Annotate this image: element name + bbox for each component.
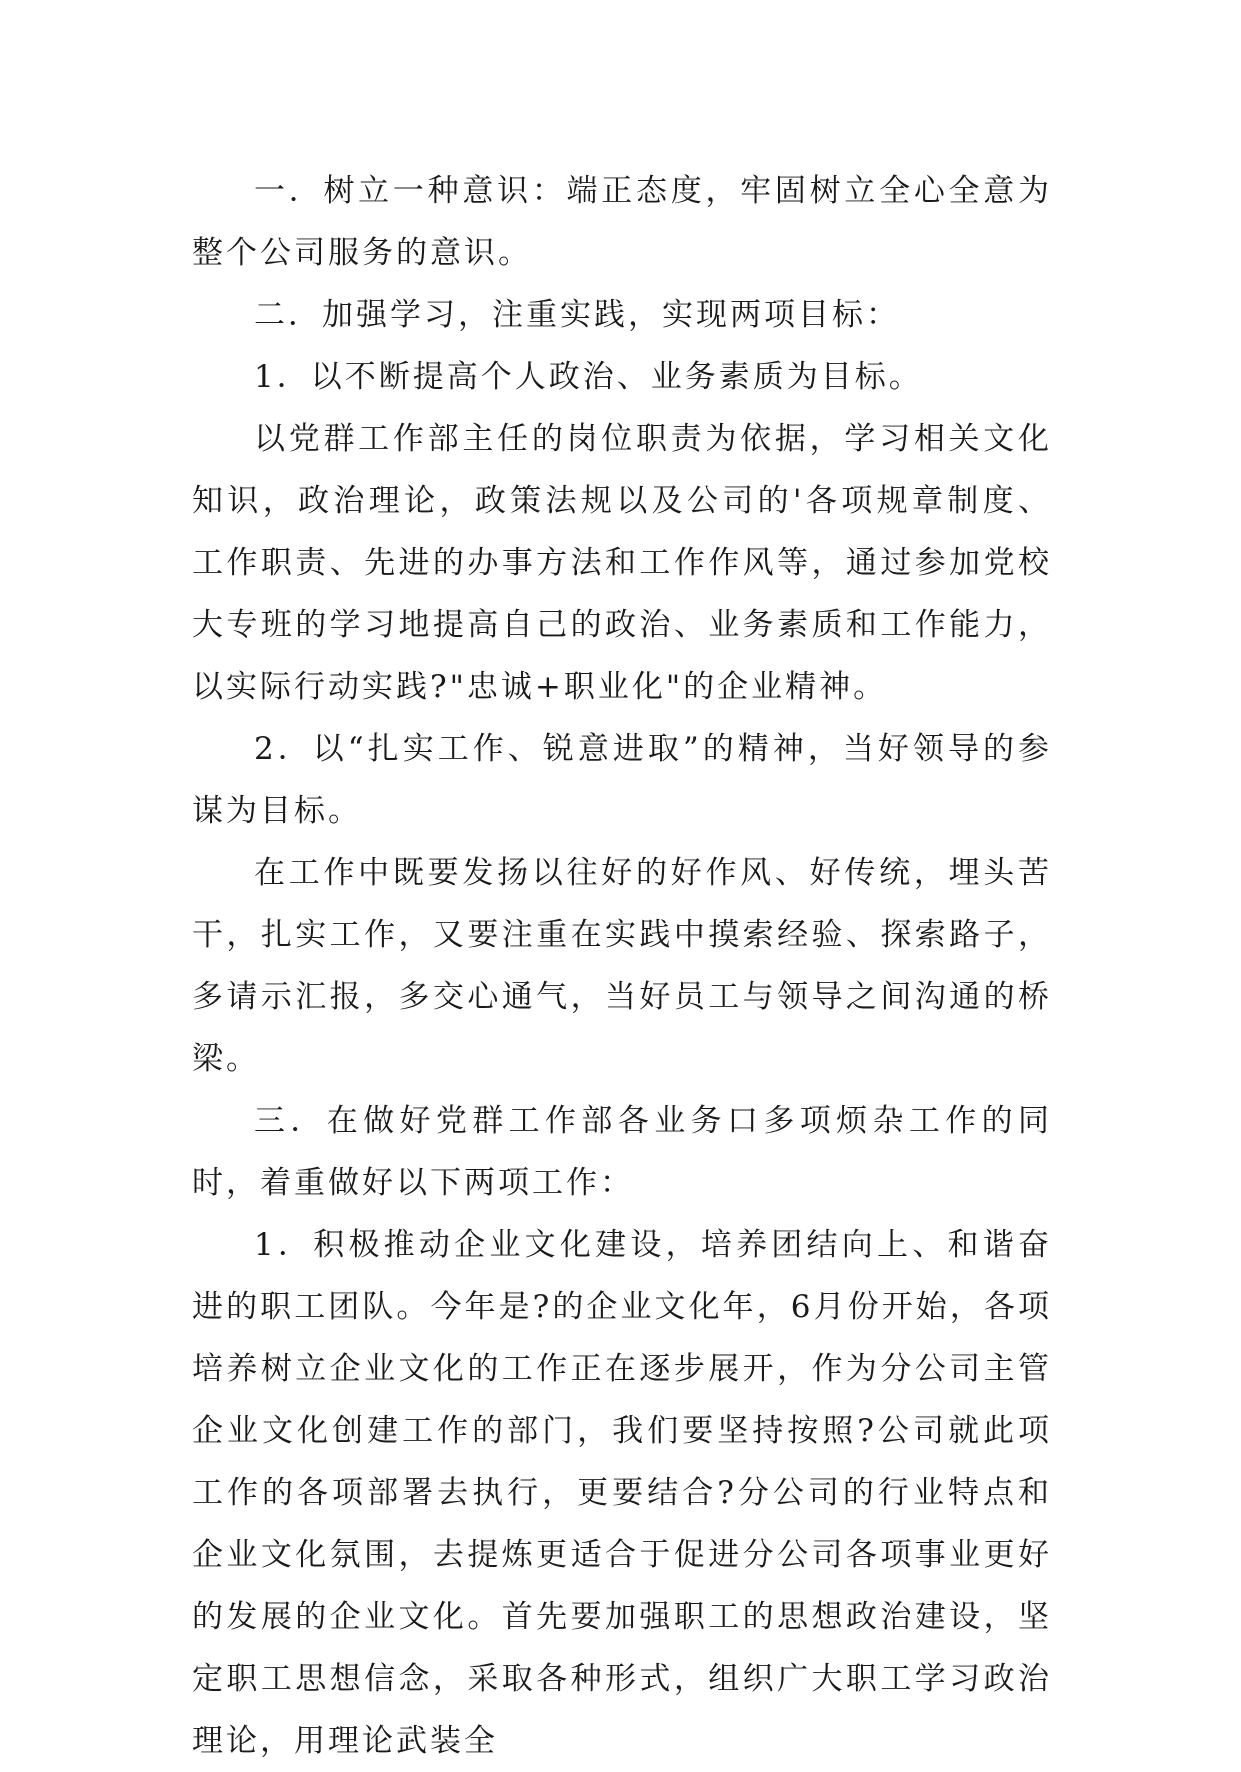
paragraph-work-1: 1．积极推动企业文化建设，培养团结向上、和谐奋进的职工团队。今年是?的企业文化年，6月份开始，各项培养树立企业文化的工作正在逐步展开，作为分公司主管企业文化创建工作的部门，我们要坚持按照?公司就此项工作的各项部署去执行，更要结合?分公司的行业特点和企业文化氛围，去提炼更适合于促进分公司各项事业更好的发展的企业文化。首先要加强职工的思想政治建设，坚定职工思想信念，采取各种形式，组织广大职工学习政治理论，用理论武装全 [192,1227,1052,1759]
paragraph-goal-2-body: 在工作中既要发扬以往好的好作风、好传统，埋头苦干，扎实工作，又要注重在实践中摸索经验、探索路子，多请示汇报，多交心通气，当好员工与领导之间沟通的桥梁。 [192,855,1052,1077]
paragraph-section-1: 一．树立一种意识：端正态度，牢固树立全心全意为整个公司服务的意识。 [192,173,1052,271]
paragraph-section-2: 二．加强学习，注重实践，实现两项目标： [254,297,900,333]
document-body [192,160,1052,1772]
paragraph-goal-2: 2．以“扎实工作、锐意进取”的精神，当好领导的参谋为目标。 [192,731,1052,829]
paragraph-goal-1-body: 以党群工作部主任的岗位职责为依据，学习相关文化知识，政治理论，政策法规以及公司的'各项规章制度、工作职责、先进的办事方法和工作作风等，通过参加党校大专班的学习地提高自己的政治、业务素质和工作能力，以实际行动实践?"忠诚+职业化"的企业精神。 [192,421,1052,705]
paragraph-goal-1: 1．以不断提高个人政治、业务素质为目标。 [254,359,923,395]
paragraph-section-3: 三．在做好党群工作部各业务口多项烦杂工作的同时，着重做好以下两项工作： [192,1103,1052,1201]
